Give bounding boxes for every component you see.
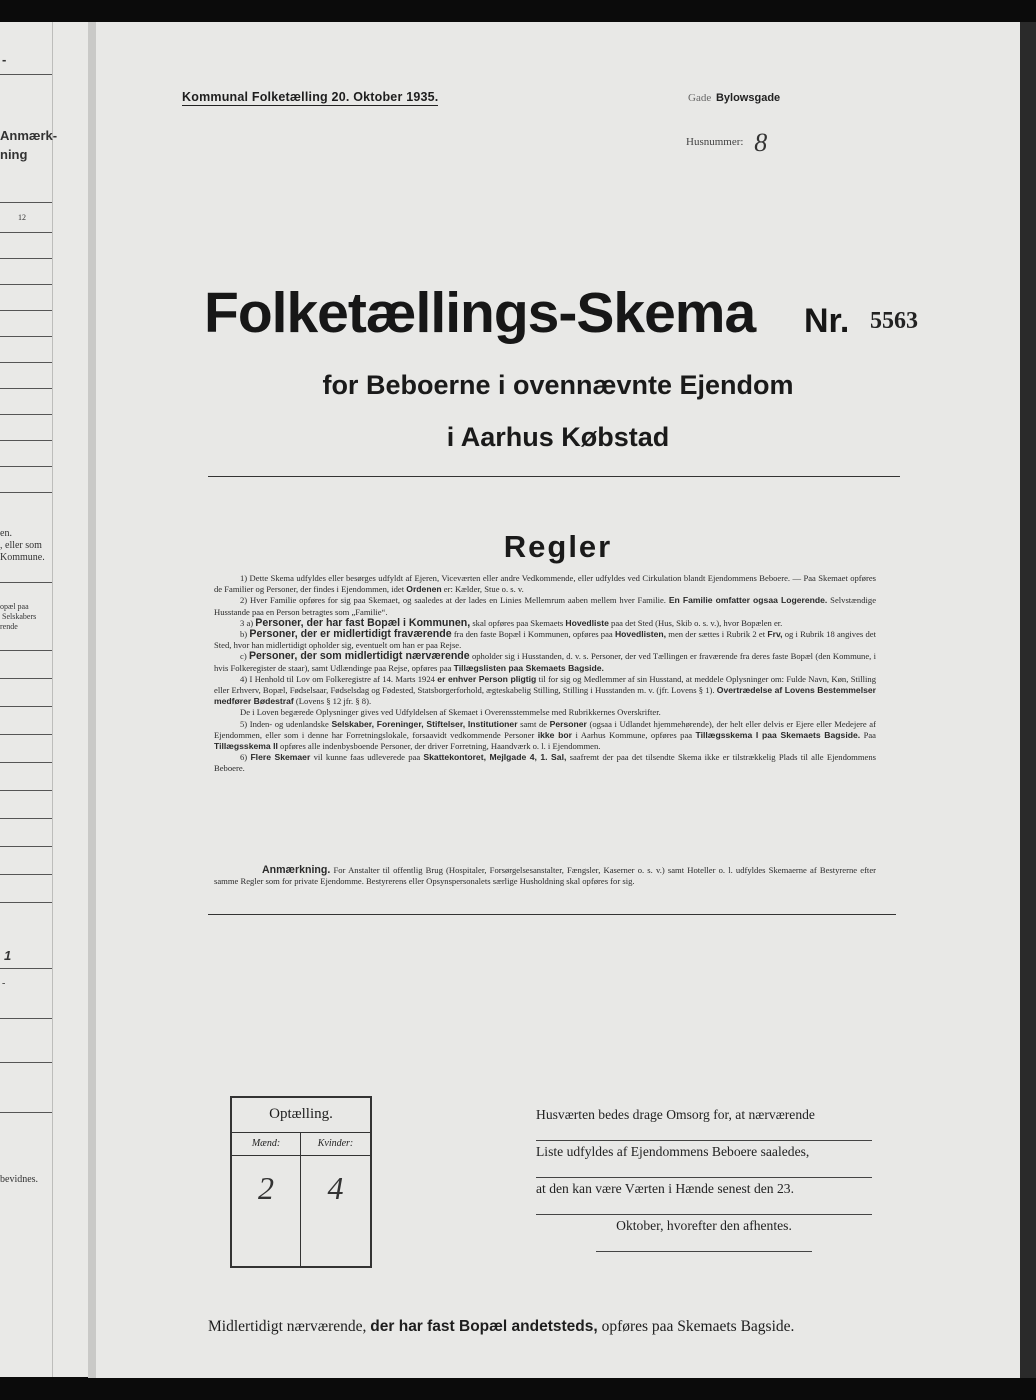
rule-4-continued-text: De i Loven begærede Oplysninger gives ved Udfyldelsen af Skemaet i Overensstemmelse med Rubrikkernes Overskrifter. — [240, 707, 661, 718]
left-page-fragment: - — [2, 52, 7, 67]
rule-2-text: 2) Hver Familie opføres for sig paa Skemaet, og saaledes at der lades en Linies Mellemrum aaben mellem hver Familie. — [240, 595, 666, 606]
form-subtitle-line2: i Aarhus Købstad — [446, 422, 670, 452]
host-instruction — [536, 1104, 872, 1252]
left-page-rule — [0, 706, 52, 707]
rule-5-text: 5) Inden- og udenlandske — [240, 718, 329, 729]
left-page-fragment: en. , eller som Kommune. — [0, 528, 45, 563]
left-page-rule — [0, 1018, 52, 1019]
rule-5-text-2: samt de — [520, 718, 548, 729]
rule-3a-bold: Hovedliste — [565, 617, 609, 628]
footer-text-2: opføres paa Skemaets Bagside. — [601, 1318, 795, 1335]
rule-3a-text-end: paa det Sted (Hus, Skib o. s. v.), hvor Bopælen er. — [611, 617, 783, 628]
rule-3b — [214, 629, 876, 651]
census-form-page — [96, 22, 1020, 1378]
house-number-field — [686, 128, 767, 158]
count-women-label: Kvinder: — [301, 1133, 370, 1156]
rule-2-text-end: Selvstændige Husstande paa en Person betragtes som „Familie“. — [214, 595, 877, 617]
rule-6-number: 6) — [240, 752, 248, 763]
count-women-column — [301, 1133, 370, 1266]
street-field — [688, 92, 780, 104]
remark-paragraph — [214, 865, 876, 888]
rule-3b-text-end: og i Rubrik 18 angives det Sted, hvor han midlertidigt opholder sig, eventuelt om han er paa Rejse. — [214, 629, 876, 651]
rule-4-bold: er enhver Person pligtig — [437, 673, 537, 684]
rule-3b-bold-frv: Frv, — [767, 629, 783, 640]
house-number-value: 8 — [754, 128, 768, 157]
left-page-rule — [0, 232, 52, 233]
left-page-rule — [0, 818, 52, 819]
host-instruction-line: at den kan være Værten i Hænde senest den 23. — [536, 1178, 872, 1215]
page-right-edge — [1020, 22, 1036, 1378]
rule-5-text-end: opføres alle indenbysboende Personer, der driver Forretning, Haandværk o. l. i Ejendommen. — [280, 741, 601, 752]
left-page-rule — [0, 762, 52, 763]
rule-6 — [214, 752, 876, 774]
house-number-label: Husnummer: — [686, 136, 744, 148]
rule-3c-heading: Personer, der som midlertidigt nærværende — [248, 650, 470, 663]
left-page-rule — [0, 874, 52, 875]
left-page-rule — [0, 582, 52, 583]
rule-3c — [214, 651, 876, 673]
host-instruction-line: Oktober, hvorefter den afhentes. — [596, 1215, 812, 1252]
left-page-rule — [0, 414, 52, 415]
left-page-rule — [0, 202, 52, 203]
page-binding — [88, 22, 96, 1378]
form-number-label: Nr. — [804, 302, 850, 340]
count-men-value: 2 — [258, 1170, 274, 1206]
left-page-rule — [0, 1112, 52, 1113]
left-page-rule — [0, 846, 52, 847]
rule-6-text-end: saafremt der paa det tilsendte Skema ikke er tilstrækkelig Plads til alle Ejendommens Beboere. — [214, 752, 876, 774]
left-page-rule — [0, 1062, 52, 1063]
count-women-value: 4 — [327, 1170, 344, 1206]
rule-3c-text: opholder sig i Husstanden, d. v. s. Personer, der ved Tællingen er fraværende fra deres faste Bopæl (den Kommune, i hvis Folkeregister de staar), samt Udlændinge paa Rejse, opføres paa — [214, 651, 876, 673]
rule-1-bold: Ordenen — [406, 584, 442, 595]
left-page-rule — [0, 310, 52, 311]
left-page-rule — [0, 734, 52, 735]
left-page-fragment: 12 — [18, 213, 26, 222]
host-instruction-line: Husværten bedes drage Omsorg for, at nærværende — [536, 1104, 872, 1141]
left-page-fragment: 1 — [4, 948, 12, 963]
rule-3a-text: skal opføres paa Skemaets — [472, 617, 564, 628]
left-page-rule — [0, 466, 52, 467]
rule-6-text: vil kunne faas udleverede paa — [313, 752, 421, 763]
rule-5-bold: Selskaber, Foreninger, Stiftelser, Institutioner — [331, 718, 518, 729]
left-page-rule — [0, 258, 52, 259]
count-men-label: Mænd: — [232, 1133, 300, 1156]
rule-4 — [214, 674, 876, 708]
rule-5-bold-4: Tillægsskema I paa Skemaets Bagside. — [695, 729, 861, 740]
left-page-rule — [0, 492, 52, 493]
count-box — [230, 1096, 372, 1268]
title-divider — [208, 476, 900, 477]
rule-6-bold-2: Skattekontoret, Mejlgade 4, 1. Sal, — [423, 752, 567, 763]
rule-5 — [214, 719, 876, 753]
rule-5-text-4: i Aarhus Kommune, opføres paa — [575, 729, 693, 740]
street-value: Bylowsgade — [715, 92, 781, 104]
rule-3c-bold: Tillægslisten paa Skemaets Bagside. — [453, 662, 604, 673]
left-adjacent-page — [0, 22, 88, 1377]
rule-3a-number: 3 a) — [240, 617, 254, 628]
left-page-rule — [0, 284, 52, 285]
rule-1 — [214, 573, 876, 595]
left-page-fragment: - — [2, 978, 6, 989]
left-page-rule — [0, 336, 52, 337]
rule-5-bold-5: Tillægsskema II — [214, 741, 278, 752]
street-label: Gade — [688, 92, 712, 104]
rule-3c-number: c) — [240, 651, 247, 662]
left-page-rule — [0, 790, 52, 791]
rule-5-bold-3: ikke bor — [537, 729, 572, 740]
rule-3a-heading: Personer, der har fast Bopæl i Kommunen, — [255, 616, 471, 629]
census-heading: Kommunal Folketælling 20. Oktober 1935. — [182, 90, 439, 104]
left-page-fragment: bevidnes. — [0, 1174, 39, 1185]
left-page-rule — [0, 678, 52, 679]
rule-2-bold: En Familie omfatter ogsaa Logerende. — [668, 595, 828, 606]
rule-6-bold: Flere Skemaer — [250, 752, 311, 763]
remark-text: For Anstalter til offentlig Brug (Hospitaler, Forsørgelsesanstalter, Fængsler, Kaserner o. s. v.) samt Hoteller o. l. udfyldes Skemaerne af Bestyrerne efter samme Regler som for private Ejendomme. Bestyrerens eller Opsynspersonalets særlige Husholdning skal opføres for sig. — [214, 865, 876, 887]
rule-3b-bold: Hovedlisten, — [614, 629, 667, 640]
left-page-fragment: opæl paa Selskabers rende — [0, 602, 37, 631]
rule-1-text-end: er: Kælder, Stue o. s. v. — [443, 584, 524, 595]
rule-3b-text: fra den faste Bopæl i Kommunen, opføres paa — [453, 629, 613, 640]
left-page-rule — [0, 388, 52, 389]
rules-heading: Regler — [503, 529, 613, 564]
count-box-title: Optælling. — [232, 1098, 370, 1133]
rule-3b-heading: Personer, der er midlertidigt fraværende — [249, 628, 452, 641]
footer-text-1: Midlertidigt nærværende, — [208, 1318, 367, 1335]
remark-heading: Anmærkning. — [262, 864, 331, 876]
rule-5-text-5: Paa — [863, 729, 876, 740]
rule-1-text: 1) Dette Skema udfyldes eller besørges udfyldt af Ejeren, Viceværten eller andre Vedkommende, eller udfyldes ved Cirkulation blandt Ejendommens Beboere. — Paa Skemaet opføres de Familier og Personer, der findes i Ejendommen, idet — [214, 573, 876, 595]
rule-3b-text-mid: men der sættes i Rubrik 2 et — [668, 629, 766, 640]
rule-4-continued — [214, 707, 876, 718]
remark-divider — [208, 914, 896, 915]
left-page-rule — [0, 362, 52, 363]
left-page-rule — [0, 650, 52, 651]
rule-4-text-end: (Lovens § 12 jfr. § 8). — [295, 696, 372, 707]
left-page-column-line — [52, 22, 53, 1377]
form-number-value: 5563 — [870, 308, 918, 334]
rule-5-bold-2: Personer — [549, 718, 587, 729]
rule-3b-number: b) — [240, 629, 248, 640]
rules-text — [214, 573, 876, 775]
left-page-rule — [0, 968, 52, 969]
host-instruction-line: Liste udfyldes af Ejendommens Beboere saaledes, — [536, 1141, 872, 1178]
footer-text-bold: der har fast Bopæl andetsteds, — [370, 1318, 598, 1335]
form-subtitle-line1: for Beboerne i ovennævnte Ejendom — [322, 370, 794, 400]
count-men-column — [232, 1133, 301, 1266]
rule-4-text: 4) I Henhold til Lov om Folkeregistre af 14. Marts 1924 — [240, 673, 435, 684]
form-title: Folketællings-Skema — [204, 281, 756, 345]
rule-5-text-3: (ogsaa i Udlandet hjemmehørende), der helt eller delvis er Ejere eller Medejere af Ejendommen, eller som i denne har Forretningslokale, forsaavidt vedkommende Personer — [214, 718, 876, 740]
rule-4-bold-penalty: Overtrædelse af Lovens Bestemmelser medfører Bødestraf — [214, 685, 876, 707]
left-page-fragment: Anmærk- ning — [0, 128, 58, 162]
rule-2 — [214, 595, 876, 617]
rule-4-text-mid: til for sig og Medlemmer af sin Husstand, at meddele Oplysninger om: Fulde Navn, Køn, Stilling eller Erhverv, Bopæl, Fødselsaar, Fødselsdag og Fødested, Statsborgerforhold, ægteskabelig Stilling, Stilling i Husstanden m. v. (jfr. Lovens § 1). — [214, 673, 877, 696]
footer-instruction — [208, 1318, 794, 1336]
left-page-rule — [0, 74, 52, 75]
left-page-rule — [0, 902, 52, 903]
left-page-rule — [0, 440, 52, 441]
